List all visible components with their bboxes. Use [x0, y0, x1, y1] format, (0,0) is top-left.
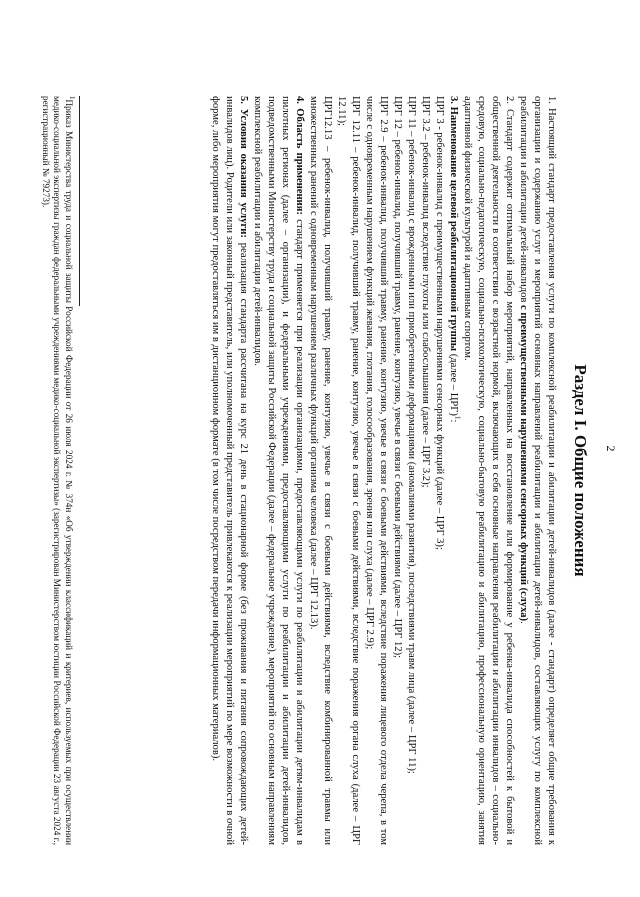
crg-item: ЦРГ 3 - ребенок-инвалид с преимущественными нарушениями сенсорных функций (далее – ЦРГ 3);	[434, 96, 445, 550]
crg-item: ЦРГ12.13 – ребенок-инвалид, получивший травму, ранение, контузию, увечье в связи с боевыми действиями, вследствие комбинированной травмы или множественных ранений с одновременным нарушением различных функций организма человека (далее – ЦРГ 12.13).	[308, 96, 333, 845]
paragraph-3-heading-label: 3. Наименование целевой реабилитационной группы	[448, 96, 459, 352]
paragraph-2: 2. Стандарт содержит оптимальный набор мероприятий, направленных на восстановление или формирование у ребенка-инвалида способностей к бытовой и общественной деятельности в соответствии с возрастной нормой, включающих в себя основные направления реабилитации и абилитации инвалидов – социально-средовую, социально-педагогическую, социально-психологическую, социально-бытовую реабилитацию и абилитацию, профессиональную ориентацию, занятия адаптивной физической культурой и адаптивным спортом.	[462, 96, 515, 845]
footnote-text: Приказ Министерства труда и социальной защиты Российской Федерации от 26 июля 2024 г. № 374н «Об утверждении классификаций и критериев, используемых при осуществлении медико-социальной экспертизы граждан федеральными учреждениями медико-социальной экспертизы» (зарегистрирован Министерством юстиции Российской Федерации 23 августа 2024 г., регистрационный № 79273).	[41, 96, 74, 845]
crg-item: ЦРГ 2.9 – ребенок-инвалид, получивший травму, ранение, контузию, увечье в связи с боевыми действиями, вследствие поражения лицевого отдела черепа, в том числе с одновременным нарушением функций жевания, глотания, голосообразования, зрения или слуха (далее – ЦРГ 2.9);	[364, 96, 389, 845]
paragraph-1	[516, 96, 558, 845]
footnote-mark: 1	[68, 96, 77, 100]
paragraph-3-heading-tail: (далее – ЦРГ)	[448, 351, 459, 416]
paragraph-4	[250, 96, 306, 845]
section-title: Раздел I. Общие положения	[571, 364, 590, 577]
crg-item: ЦРГ 12.11 – ребенок-инвалид, получивший травму, ранение, контузию, увечье в связи с боевыми действиями, вследствие поражения органа слуха (далее – ЦРГ 12.11);	[336, 96, 361, 845]
crg-item: ЦРГ 11 – ребенок-инвалид с врожденными или приобретенными деформациями (аномалиями развития), последствиями травм лица (далее – ЦРГ 11);	[406, 96, 417, 774]
paragraph-4-text: стандарт применяется при реализации организациями, предоставляющими услуги по реабилитации и абилитации детям-инвалидам в пилотных регионах (далее – организации), и федеральными учреждениями, предоставляющими услуги по реабилитации и абилитации детей-инвалидов, подведомственными Министерству труда и социальной защиты Российской Федерации (далее – федеральное учреждение), мероприятий по основным направлениям комплексной реабилитации и абилитации детей-инвалидов.	[252, 96, 305, 845]
footnote-divider	[79, 96, 80, 306]
crg-item: ЦРГ 3.2 – ребенок-инвалид вследствие глухоты или слабослышания (далее – ЦРГ 3.2);	[420, 96, 431, 488]
document-body	[208, 96, 558, 845]
crg-item: ЦРГ 12 – ребенок-инвалид, получивший травму, ранение, контузию, увечье в связи с боевыми действиями (далее – ЦРГ 12);	[392, 96, 403, 659]
paragraph-5-text: реализация стандарта рассчитана на курс 21 день в стационарной форме (без проживания и питания сопровождающих детей-инвалидов лиц). Родители или законный представитель, или уполномоченный представитель привлекаются к реализации мероприятий по мере возможности в очной форме, либо мероприятия могут предоставляться им в дистанционном формате (в том числе посредством передачи информационных материалов).	[210, 96, 249, 845]
paragraph-3-heading	[446, 96, 460, 845]
paragraph-5-label: 5. Условия оказания услуги:	[238, 96, 249, 238]
paragraph-1-text: 1. Настоящий стандарт предоставления услуги по комплексной реабилитации и абилитации детей-инвалидов (далее - стандарт) определяет общие требования к организации и содержанию услуг и мероприятий основных направлений реабилитации и абилитации детей-инвалидов, составляющих услугу по комплексной реабилитации и абилитации детей-инвалидов	[518, 96, 557, 845]
paragraph-4-label: 4. Область применения:	[294, 96, 305, 215]
page-number: 2	[604, 445, 618, 452]
paragraph-1-end: .	[518, 621, 529, 624]
paragraph-5	[208, 96, 250, 845]
paragraph-1-emphasis: с преимущественными нарушениями сенсорных функций (слуха)	[518, 305, 529, 622]
footnote-reference: 1	[453, 415, 462, 420]
footnote	[40, 96, 75, 845]
paragraph-3-colon: :	[448, 419, 459, 423]
